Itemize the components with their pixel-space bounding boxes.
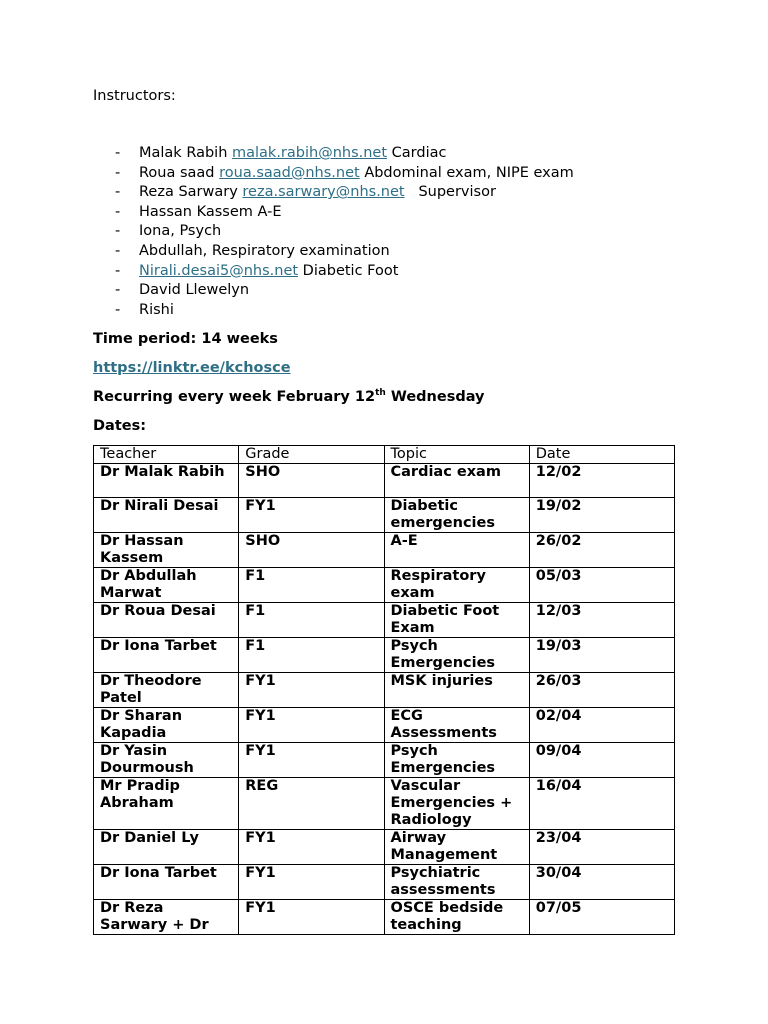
cell-grade: F1 [239,568,384,603]
recurring-line [93,387,693,407]
instructor-name: Rishi [139,301,174,318]
table-row [94,498,675,533]
list-dash: - [115,203,121,220]
list-item [93,222,693,242]
table-row [94,865,675,900]
cell-grade: F1 [239,603,384,638]
list-item [93,183,693,203]
cell-topic: Diabetic emergencies [384,498,529,533]
table-row [94,743,675,778]
cell-date: 26/03 [529,673,674,708]
table-row [94,603,675,638]
cell-date: 30/04 [529,865,674,900]
cell-grade: SHO [239,533,384,568]
table-row [94,464,675,498]
instructor-name: David Llewelyn [139,282,250,299]
instructor-role: Cardiac [391,145,447,161]
dates-label: Dates: [93,418,147,435]
cell-grade: FY1 [239,708,384,743]
list-item [93,164,693,184]
table-row [94,900,675,935]
instructor-role: Diabetic Foot [302,262,399,279]
list-item [93,281,693,301]
list-item [93,203,693,223]
cell-topic: Cardiac exam [384,464,529,498]
instructor-role: Abdominal exam, NIPE exam [364,164,574,181]
cell-date: 05/03 [529,568,674,603]
cell-topic: A-E [384,533,529,568]
cell-teacher: Dr Yasin Dourmoush [94,743,239,778]
list-item [93,242,693,262]
cell-topic: ECG Assessments [384,708,529,743]
instructor-email-link[interactable]: malak.rabih@nhs.net [232,145,388,161]
table-row [94,638,675,673]
list-dash: - [115,282,121,299]
table-row [94,830,675,865]
cell-date: 02/04 [529,708,674,743]
cell-date: 19/02 [529,498,674,533]
recurring-day: Wednesday [385,389,485,406]
table-header-row [94,446,675,464]
list-dash: - [115,262,121,279]
instructor-name: Abdullah, Respiratory examination [139,242,390,259]
recurring-text: Recurring every week February 12 [93,389,376,406]
instructor-email-link[interactable]: Nirali.desai5@nhs.net [139,262,299,279]
cell-teacher: Dr Theodore Patel [94,673,239,708]
cell-teacher: Dr Sharan Kapadia [94,708,239,743]
cell-teacher: Dr Roua Desai [94,603,239,638]
cell-date: 26/02 [529,533,674,568]
list-dash: - [115,164,121,181]
instructor-name: Reza Sarwary [139,184,238,201]
cell-date: 16/04 [529,778,674,830]
cell-topic: Diabetic Foot Exam [384,603,529,638]
instructors-heading: Instructors: [93,88,176,104]
document-page [93,86,693,935]
cell-date: 23/04 [529,830,674,865]
instructor-name: Roua saad [139,164,215,181]
table-row [94,568,675,603]
cell-date: 12/03 [529,603,674,638]
instructor-role: Supervisor [418,184,496,201]
cell-date: 09/04 [529,743,674,778]
time-period: Time period: 14 weeks [93,331,278,348]
cell-date: 12/02 [529,464,674,498]
cell-teacher: Dr Iona Tarbet [94,638,239,673]
header-date: Date [529,446,674,464]
cell-topic: Psychiatric assessments [384,865,529,900]
cell-teacher: Dr Malak Rabih [94,464,239,498]
cell-grade: SHO [239,464,384,498]
link-line [93,358,693,378]
ordinal-suffix: th [375,388,386,399]
header-topic: Topic [384,446,529,464]
list-item [93,262,693,282]
list-dash: - [115,145,121,161]
instructor-email-link[interactable]: reza.sarwary@nhs.net [242,184,405,201]
table-row [94,673,675,708]
cell-topic: Airway Management [384,830,529,865]
cell-grade: F1 [239,638,384,673]
list-dash: - [115,184,121,201]
instructor-list [93,144,693,320]
list-dash: - [115,242,121,259]
table-row [94,778,675,830]
cell-grade: FY1 [239,900,384,935]
cell-teacher: Dr Daniel Ly [94,830,239,865]
cell-date: 07/05 [529,900,674,935]
cell-grade: FY1 [239,830,384,865]
cell-grade: FY1 [239,865,384,900]
table-row [94,533,675,568]
table-row [94,708,675,743]
cell-grade: FY1 [239,498,384,533]
header-teacher: Teacher [94,446,239,464]
cell-topic: Vascular Emergencies + Radiology [384,778,529,830]
cell-topic: MSK injuries [384,673,529,708]
cell-topic: Respiratory exam [384,568,529,603]
instructor-name: Malak Rabih [139,145,228,161]
cell-teacher: Dr Hassan Kassem [94,533,239,568]
cell-teacher: Mr Pradip Abraham [94,778,239,830]
list-dash: - [115,223,121,240]
cell-grade: FY1 [239,743,384,778]
cell-topic: Psych Emergencies [384,743,529,778]
cell-teacher: Dr Abdullah Marwat [94,568,239,603]
cell-grade: REG [239,778,384,830]
cell-teacher: Dr Nirali Desai [94,498,239,533]
cell-grade: FY1 [239,673,384,708]
instructor-name: Iona, Psych [139,223,222,240]
instructor-email-link[interactable]: roua.saad@nhs.net [219,164,360,181]
instructor-name: Hassan Kassem A-E [139,203,282,220]
header-grade: Grade [239,446,384,464]
cell-topic: Psych Emergencies [384,638,529,673]
cell-topic: OSCE bedside teaching [384,900,529,935]
linktree-link[interactable]: https://linktr.ee/kchosce [93,360,291,377]
list-dash: - [115,301,121,318]
list-item [93,301,693,321]
cell-date: 19/03 [529,638,674,673]
cell-teacher: Dr Reza Sarwary + Dr [94,900,239,935]
cell-teacher: Dr Iona Tarbet [94,865,239,900]
list-item [93,144,693,164]
schedule-table [93,445,675,935]
